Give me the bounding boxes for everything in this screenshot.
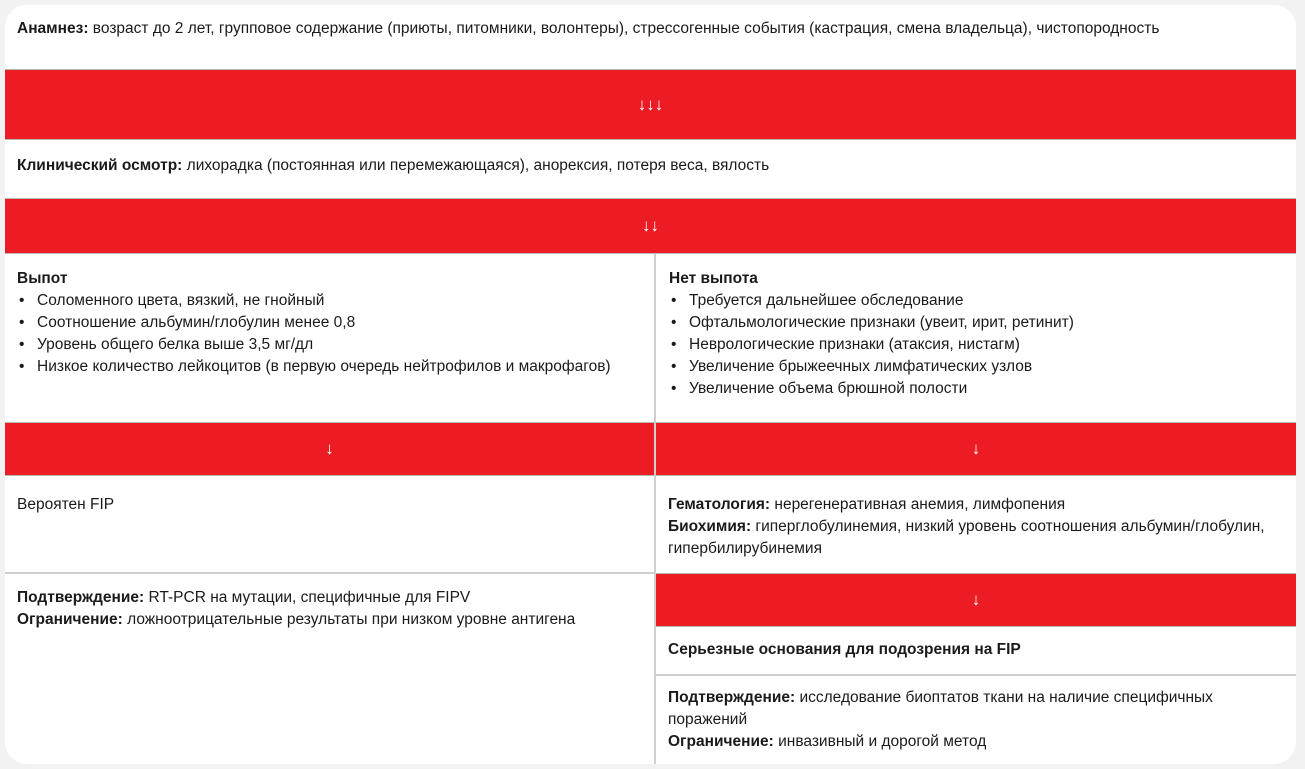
limitation-text: инвазивный и дорогой метод — [773, 733, 987, 750]
anamnesis-text: возраст до 2 лет, групповое содержание (приюты, питомники, волонтеры), стрессогенные события (кастрация, смена владельца), чистопородность — [88, 20, 1160, 37]
strong-suspicion-block — [656, 639, 1296, 661]
limitation-label: Ограничение: — [17, 611, 123, 628]
hematology-label: Гематология: — [668, 496, 771, 513]
anamnesis-label: Анамнез: — [17, 20, 89, 37]
right-divider — [656, 674, 1296, 676]
arrow-bar-right-3 — [656, 422, 1296, 476]
no-effusion-item: • Увеличение брыжеечных лимфатических узлов — [669, 356, 1289, 378]
left-confirmation-block — [5, 587, 654, 631]
clinical-exam-label: Клинический осмотр: — [17, 157, 183, 174]
limitation-text: ложноотрицательные результаты при низком уровне антигена — [122, 611, 576, 628]
no-effusion-title: Нет выпота — [669, 270, 758, 287]
effusion-item: • Соломенного цвета, вязкий, не гнойный — [17, 290, 647, 312]
no-effusion-block — [669, 268, 1289, 400]
clinical-exam-block — [5, 155, 1296, 177]
arrow-down-icon: ↓ — [971, 590, 981, 609]
arrow-bar-right-4 — [656, 573, 1296, 627]
effusion-item: • Уровень общего белка выше 3,5 мг/дл — [17, 334, 647, 356]
arrow-bar-2 — [5, 198, 1296, 254]
no-effusion-list — [669, 290, 1289, 400]
hematology-text: нерегенеративная анемия, лимфопения — [770, 496, 1066, 513]
no-effusion-item: • Неврологические признаки (атаксия, нистагм) — [669, 334, 1289, 356]
right-confirmation-block — [656, 687, 1256, 753]
arrow-down-double-icon: ↓↓ — [642, 216, 659, 235]
biochemistry-text: гиперглобулинемия, низкий уровень соотношения альбумин/глобулин, гипербилирубинемия — [668, 518, 1265, 557]
arrow-bar-1 — [5, 69, 1296, 140]
confirmation-label: Подтверждение: — [668, 689, 796, 706]
effusion-item: • Соотношение альбумин/глобулин менее 0,8 — [17, 312, 647, 334]
probable-fip-block — [5, 494, 654, 516]
fip-diagnostic-algorithm-card — [5, 5, 1296, 764]
confirmation-text: RT-PCR на мутации, специфичные для FIPV — [144, 589, 471, 606]
arrow-down-triple-icon: ↓↓↓ — [637, 94, 664, 114]
clinical-exam-text: лихорадка (постоянная или перемежающаяся), анорексия, потеря веса, вялость — [182, 157, 770, 174]
arrow-bar-left-3 — [5, 422, 654, 476]
lab-findings-block — [656, 494, 1296, 560]
confirmation-label: Подтверждение: — [17, 589, 145, 606]
effusion-list — [17, 290, 647, 378]
probable-fip-text: Вероятен FIP — [17, 496, 115, 513]
confirmation-text: исследование биоптатов ткани на наличие специфичных поражений — [668, 689, 1213, 728]
limitation-label: Ограничение: — [668, 733, 774, 750]
no-effusion-item: • Требуется дальнейшее обследование — [669, 290, 1289, 312]
effusion-item: • Низкое количество лейкоцитов (в первую очередь нейтрофилов и макрофагов) — [17, 356, 647, 378]
strong-suspicion-text: Серьезные основания для подозрения на FIP — [668, 641, 1021, 658]
effusion-title: Выпот — [17, 270, 68, 287]
anamnesis-block — [5, 18, 1296, 40]
no-effusion-item: • Офтальмологические признаки (увеит, ирит, ретинит) — [669, 312, 1289, 334]
left-divider — [5, 572, 654, 574]
arrow-down-icon: ↓ — [325, 439, 334, 458]
biochemistry-label: Биохимия: — [668, 518, 752, 535]
arrow-down-icon: ↓ — [971, 439, 981, 458]
no-effusion-item: • Увеличение объема брюшной полости — [669, 378, 1289, 400]
effusion-block — [17, 268, 647, 378]
